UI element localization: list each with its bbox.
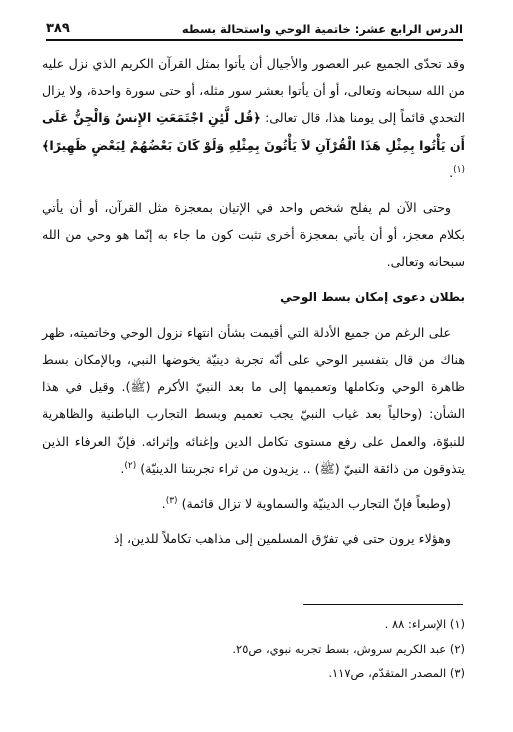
footnotes <box>42 612 465 686</box>
page-number: ٣٨٩ <box>46 21 70 36</box>
footnote-divider <box>303 604 463 605</box>
chapter-title: الدرس الرابع عشر: خاتمية الوحي واستحالة بسطه <box>181 22 463 36</box>
footnote-marker-2: (٢) <box>124 460 137 471</box>
paragraph-experiences-ongoing: (وطبعاً فإنّ التجارب الدينيّة والسماوية لا تزال قائمة) $^{(٣)}$. <box>161 495 451 512</box>
footnote-marker-1: (١) <box>453 164 465 175</box>
footnote-marker-3: (٣) <box>165 495 178 506</box>
section-heading: بطلان دعوى إمكان بسط الوحي <box>280 289 465 304</box>
footnote-2: (٢) عبد الكريم سروش، بسط تجربه نبوي، ص٢٥. <box>232 641 465 656</box>
paragraph-religious-experience-text: على الرغم من جميع الأدلة التي أقيمت بشأن انتهاء نزول الوحي وخاتميته، ظهر هناك من قال بتفسير الوحي على أنّه تجربة دينيّة يخوضها النبي، وبالإمكان بسط ظاهرة الوحي وتكاملها وتعميمها إلى ما بعد النبيّ الأكرم (ﷺ). وقيل في هذا الشأن: (وحالياً بعد غياب النبيّ يجب تعميم وبسط التجارب الباطنية والظاهرية للنبوّة، والعمل على رفع مستوى تكامل الدين وإغنائه وإثرائه. فإنّ العرفاء الذين يتذوقون من ذائقة النبيّ (ﷺ) .. يزيدون من ثراء تجربتنا الدينيّة) <box>42 324 465 476</box>
running-header <box>46 14 463 41</box>
footnote-3: (٣) المصدر المتقدّم، ص١١٧. <box>328 666 465 680</box>
paragraph-challenge-text: وقد تحدّى الجميع عبر العصور والأجيال أن يأتوا بمثل القرآن الكريم الذي نزل عليه من الله سبحانه وتعالى، أو أن يأتوا بعشر سور مثله، أو حتى سورة واحدة، ولا يزال التحدي قائماً إلى يومنا هذا، قال تعالى: <box>42 56 465 126</box>
paragraph-challenge: وقد تحدّى الجميع عبر العصور والأجيال أن يأتوا بمثل القرآن الكريم الذي نزل عليه من الله سبحانه وتعالى، أو أن يأتوا بعشر سور مثله، أو حتى سورة واحدة، ولا يزال التحدي قائماً إلى يومنا هذا، قال تعالى: ﴿قُل لَّئِنِ اجْتَمَعَتِ الإِنسُ وَالْجِنُّ عَلَى أَن يَأْتُوا بِمِثْلِ هَذَا الْقُرْآنِ لاَ يَأْتُونَ بِمِثْلِهِ وَلَوْ كَانَ بَعْضُهُمْ لِبَعْضٍ ظَهِيرًا﴾ $^{(١)}$. <box>42 56 465 180</box>
paragraph-no-one-succeeded: وحتى الآن لم يفلح شخص واحد في الإتيان بمعجزة مثل القرآن، أو أن يأتي بكلام معجز، أو أن يأتي بمعجزة أخرى تثبت كون ما جاء به إنّما هو وحي من الله سبحانه وتعالى. <box>42 200 465 270</box>
paragraph-experiences-ongoing-text: (وطبعاً فإنّ التجارب الدينيّة والسماوية لا تزال قائمة) <box>181 496 451 512</box>
body-text <box>42 50 465 552</box>
footnote-1: (١) الإسراء: ٨٨ . <box>384 617 465 631</box>
paragraph-sects: وهؤلاء يرون حتى في تفرّق المسلمين إلى مذاهب تكاملاً للدين، إذ <box>113 531 451 547</box>
quran-verse: ﴿قُل لَّئِنِ اجْتَمَعَتِ الإِنسُ وَالْجِنُّ عَلَى أَن يَأْتُوا بِمِثْلِ هَذَا الْقُرْآنِ لاَ يَأْتُونَ بِمِثْلِهِ وَلَوْ كَانَ بَعْضُهُمْ لِبَعْضٍ ظَهِيرًا﴾ <box>42 110 465 153</box>
paragraph-religious-experience: على الرغم من جميع الأدلة التي أقيمت بشأن انتهاء نزول الوحي وخاتميته، ظهر هناك من قال بتفسير الوحي على أنّه تجربة دينيّة يخوضها النبي، وبالإمكان بسط ظاهرة الوحي وتكاملها وتعميمها إلى ما بعد النبيّ الأكرم (ﷺ). وقيل في هذا الشأن: (وحالياً بعد غياب النبيّ يجب تعميم وبسط التجارب الباطنية والظاهرية للنبوّة، والعمل على رفع مستوى تكامل الدين وإغنائه وإثرائه. فإنّ العرفاء الذين يتذوقون من ذائقة النبيّ (ﷺ) .. يزيدون من ثراء تجربتنا الدينيّة) $^{(٢)}$. <box>42 324 465 476</box>
